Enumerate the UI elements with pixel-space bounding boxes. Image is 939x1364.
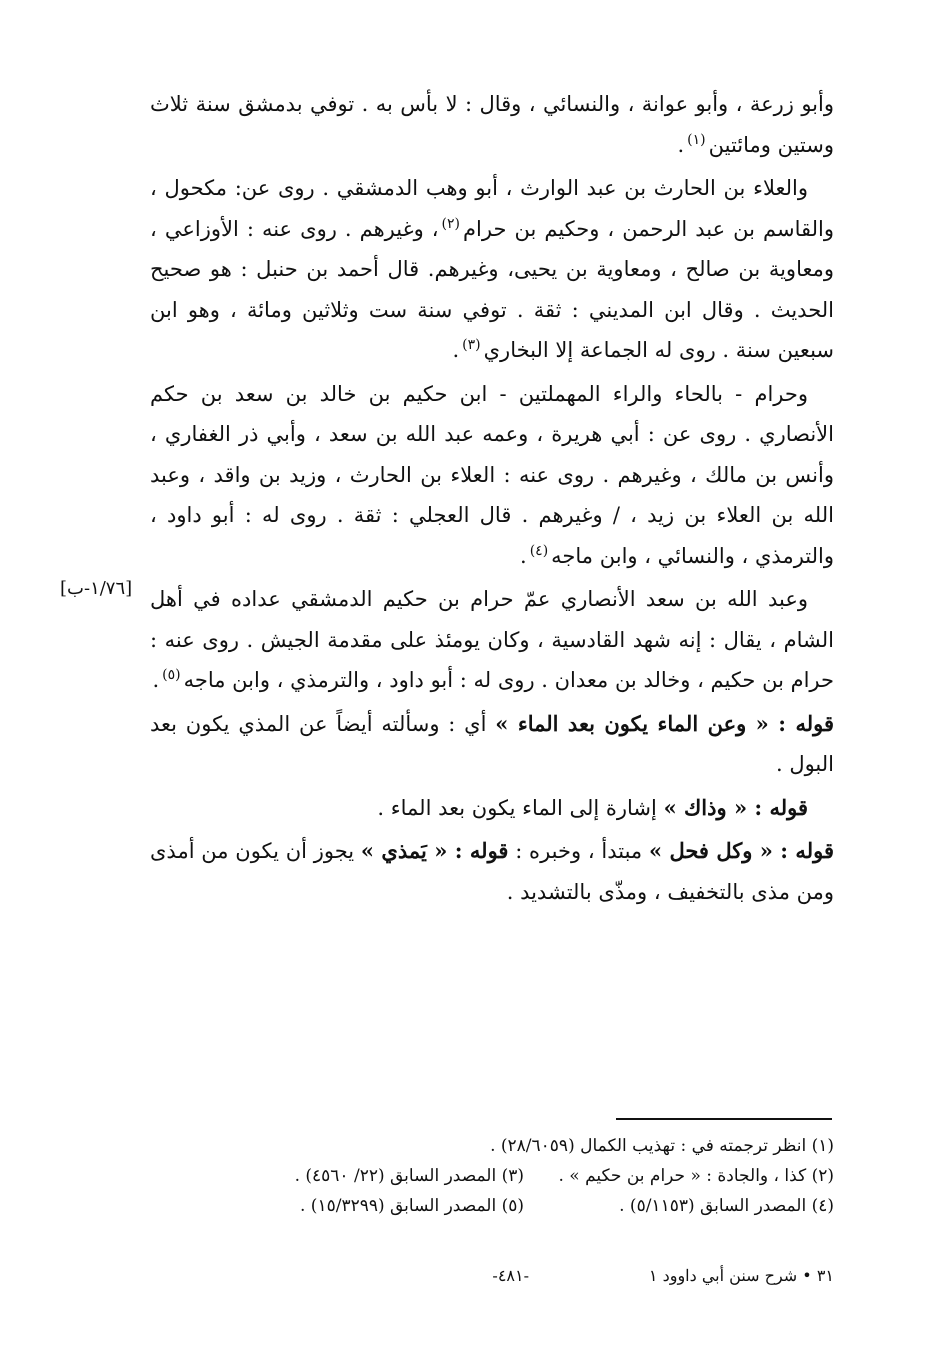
paragraph-1	[150, 84, 834, 165]
manuscript-folio-marker: [١/٧٦-ب]	[60, 578, 133, 599]
footnote-ref-3: (٣)	[462, 337, 481, 353]
footnote-row	[150, 1161, 834, 1191]
footnote-separator	[616, 1118, 832, 1120]
paragraph-text: والعلاء بن الحارث بن عبد الوارث ، أبو وهب الدمشقي . روى عن: مكحول ، والقاسم بن عبد الرحمن ، وحكيم بن حرام	[150, 176, 835, 241]
footnote-ref-4: (٤)	[529, 542, 549, 559]
paragraph-2	[150, 168, 834, 371]
paragraph-text: وأبو زرعة ، وأبو عوانة ، والنسائي ، وقال : لا بأس به . توفي بدمشق سنة ثلاث وستين ومائتين	[150, 92, 834, 157]
quoted-lemma: قوله : « وذاك »	[663, 794, 808, 820]
running-title: ٣١ • شرح سنن أبي داوود ١	[648, 1266, 834, 1285]
paragraph-text: مبتدأ ، وخبره :	[515, 839, 643, 863]
paragraph-tail: .	[452, 338, 460, 362]
main-text	[150, 84, 834, 915]
paragraph-tail: .	[152, 668, 160, 692]
footnote-2: (٢) كذا ، والجادة : « حرام بن حكيم » .	[558, 1166, 834, 1186]
page-number: -٤٨١-	[492, 1266, 529, 1285]
paragraph-4	[150, 579, 834, 701]
paragraph-text: وحرام - بالحاء والراء المهملتين - ابن حكيم بن خالد بن سعد بن حكم الأنصاري . روى عن : أبي هريرة ، وعمه عبد الله بن سعد ، وأبي ذر الغفاري ، وأنس بن مالك ، وغيرهم . روى عنه : العلاء بن الحارث ، وزيد بن واقد ، وعبد الله بن العلاء بن زيد ، / وغيرهم . قال العجلي : ثقة . روى له : أبو داود ، والترمذي ، والنسائي ، وابن ماجه	[150, 381, 834, 568]
paragraph-text: إشارة إلى الماء يكون بعد الماء .	[377, 795, 657, 820]
paragraph-6	[150, 788, 834, 829]
footnote-ref-5: (٥)	[162, 667, 181, 683]
paragraph-tail: .	[520, 543, 527, 568]
quoted-lemma: قوله : « وعن الماء يكون بعد الماء »	[495, 710, 834, 736]
paragraph-text-cont: يجوز أن يكون من أمذى ومن مذى بالتخفيف ، ومذّى بالتشديد .	[150, 839, 834, 904]
paragraph-3	[150, 374, 834, 577]
footnote-ref-1: (١)	[687, 131, 706, 148]
paragraph-7	[150, 831, 834, 912]
footnote-3: (٣) المصدر السابق (٢٢/ ٤٥٦٠) .	[294, 1166, 524, 1186]
paragraph-5	[150, 704, 834, 785]
paragraph-text: أي : وسألته أيضاً عن المذي يكون بعد البول .	[150, 711, 834, 776]
footnote-5: (٥) المصدر السابق (١٥/٣٢٩٩) .	[300, 1196, 524, 1216]
footnotes	[150, 1131, 834, 1221]
footnote-4: (٤) المصدر السابق (٥/١١٥٣) .	[619, 1196, 834, 1216]
paragraph-tail: .	[677, 132, 685, 157]
quoted-lemma-2: قوله : « يَمذي »	[360, 838, 509, 863]
paragraph-text-cont: ، وغيرهم . روى عنه : الأوزاعي ، ومعاوية بن صالح ، ومعاوية بن يحيى، وغيرهم. قال أحمد بن حنبل : هو صحيح الحديث . وقال ابن المديني : ثقة . توفي سنة ست وثلاثين ومائة ، وهو ابن سبعين سنة . روى له الجماعة إلا البخاري	[150, 216, 834, 362]
quoted-lemma: قوله : « وكل فحل »	[648, 838, 834, 863]
footnote-ref-2: (٢)	[441, 215, 461, 232]
paragraph-text: وعبد الله بن سعد الأنصاري عمّ حرام بن حكيم الدمشقي عداده في أهل الشام ، يقال : إنه شهد القادسية ، وكان يومئذ على مقدمة الجيش . روى عنه : حرام بن حكيم ، وخالد بن معدان . روى له : أبو داود ، والترمذي ، وابن ماجه	[150, 587, 834, 692]
footnote-1: (١) انظر ترجمته في : تهذيب الكمال (٢٨/٦٠٥٩) .	[490, 1136, 834, 1156]
footnote-row	[150, 1191, 834, 1221]
